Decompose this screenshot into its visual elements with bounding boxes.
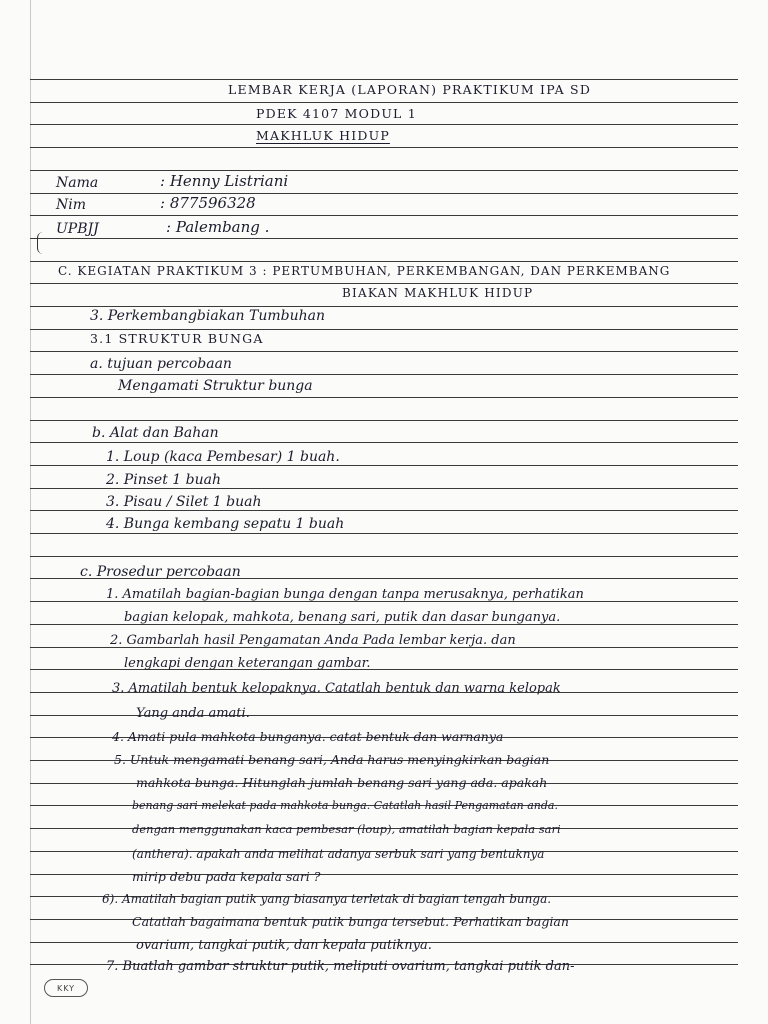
tool-item: 2. Pinset 1 buah [106,472,221,488]
procedure-line: bagian kelopak, mahkota, benang sari, putik dan dasar bunganya. [124,610,561,625]
nim-value: : 877596328 [160,194,256,212]
tool-item: 1. Loup (kaca Pembesar) 1 buah. [106,449,340,465]
ruled-line [30,147,738,148]
objective-text: Mengamati Struktur bunga [118,378,313,394]
course-code: PDEK 4107 MODUL 1 [256,106,417,121]
ruled-line [30,510,738,511]
ruled-line [30,329,738,330]
tool-item: 4. Bunga kembang sepatu 1 buah [106,516,345,532]
ruled-line [30,170,738,171]
ruled-line [30,283,738,284]
name-value: : Henny Listriani [160,172,289,190]
ruled-line [30,420,738,421]
procedure-line: Catatlah bagaimana bentuk putik bunga tersebut. Perhatikan bagian [132,914,569,929]
tools-label: b. Alat dan Bahan [92,425,219,441]
procedure-line: 1. Amatilah bagian-bagian bunga dengan tanpa merusaknya, perhatikan [106,587,584,602]
tool-item: 3. Pisau / Silet 1 buah [106,494,262,510]
section-3-heading: 3. Perkembangbiakan Tumbuhan [90,308,325,324]
procedure-line: benang sari melekat pada mahkota bunga. Catatlah hasil Pengamatan anda. [132,799,558,812]
worksheet-title: LEMBAR KERJA (LAPORAN) PRAKTIKUM IPA SD [228,82,592,97]
section-3-1-heading: 3.1 STRUKTUR BUNGA [90,331,264,346]
procedure-line: 6). Amatilah bagian putik yang biasanya terletak di bagian tengah bunga. [102,892,552,906]
upbjj-label: UPBJJ [56,221,99,237]
procedure-line: 4. Amati pula mahkota bunganya. catat bentuk dan warnanya [112,729,504,744]
procedure-line: ovarium, tangkai putik, dan kepala putiknya. [136,938,432,953]
topic-title: MAKHLUK HIDUP [256,128,390,143]
footer-badge: KKY [44,979,88,997]
ruled-line [30,124,738,125]
ruled-line [30,442,738,443]
procedure-label: c. Prosedur percobaan [80,564,241,580]
ruled-line [30,397,738,398]
procedure-line: 3. Amatilah bentuk kelopaknya. Catatlah bentuk dan warna kelopak [112,681,561,696]
ruled-line [30,238,738,239]
procedure-line: (anthera). apakah anda melihat adanya serbuk sari yang bentuknya [132,847,545,861]
procedure-line: lengkapi dengan keterangan gambar. [124,656,371,671]
upbjj-value: : Palembang . [166,218,270,236]
procedure-line: 7. Buatlah gambar struktur putik, meliputi ovarium, tangkai putik dan- [106,959,575,974]
ruled-line [30,351,738,352]
activity-heading: C. KEGIATAN PRAKTIKUM 3 : PERTUMBUHAN, PERKEMBANGAN, DAN PERKEMBANG [58,264,671,278]
procedure-line: Yang anda amati. [136,706,250,721]
brace-mark [37,232,44,254]
ruled-line [30,102,738,103]
objective-label: a. tujuan percobaan [90,356,232,372]
ruled-line [30,193,738,194]
procedure-line: mirip debu pada kepala sari ? [132,869,321,884]
ruled-line [30,215,738,216]
ruled-line [30,374,738,375]
ruled-line [30,556,738,557]
ruled-line [30,261,738,262]
procedure-line: mahkota bunga. Hitunglah jumlah benang sari yang ada. apakah [136,775,548,790]
activity-heading-cont: BIAKAN MAKHLUK HIDUP [342,286,534,300]
procedure-line: dengan menggunakan kaca pembesar (loup), amatilah bagian kepala sari [132,822,561,836]
procedure-line: 2. Gambarlah hasil Pengamatan Anda Pada lembar kerja. dan [110,633,516,648]
ruled-line [30,533,738,534]
ruled-line [30,465,738,466]
ruled-line [30,488,738,489]
name-label: Nama [56,175,99,191]
nim-label: Nim [56,197,87,213]
procedure-line: 5. Untuk mengamati benang sari, Anda harus menyingkirkan bagian [114,752,550,767]
ruled-line [30,306,738,307]
ruled-line [30,79,738,80]
